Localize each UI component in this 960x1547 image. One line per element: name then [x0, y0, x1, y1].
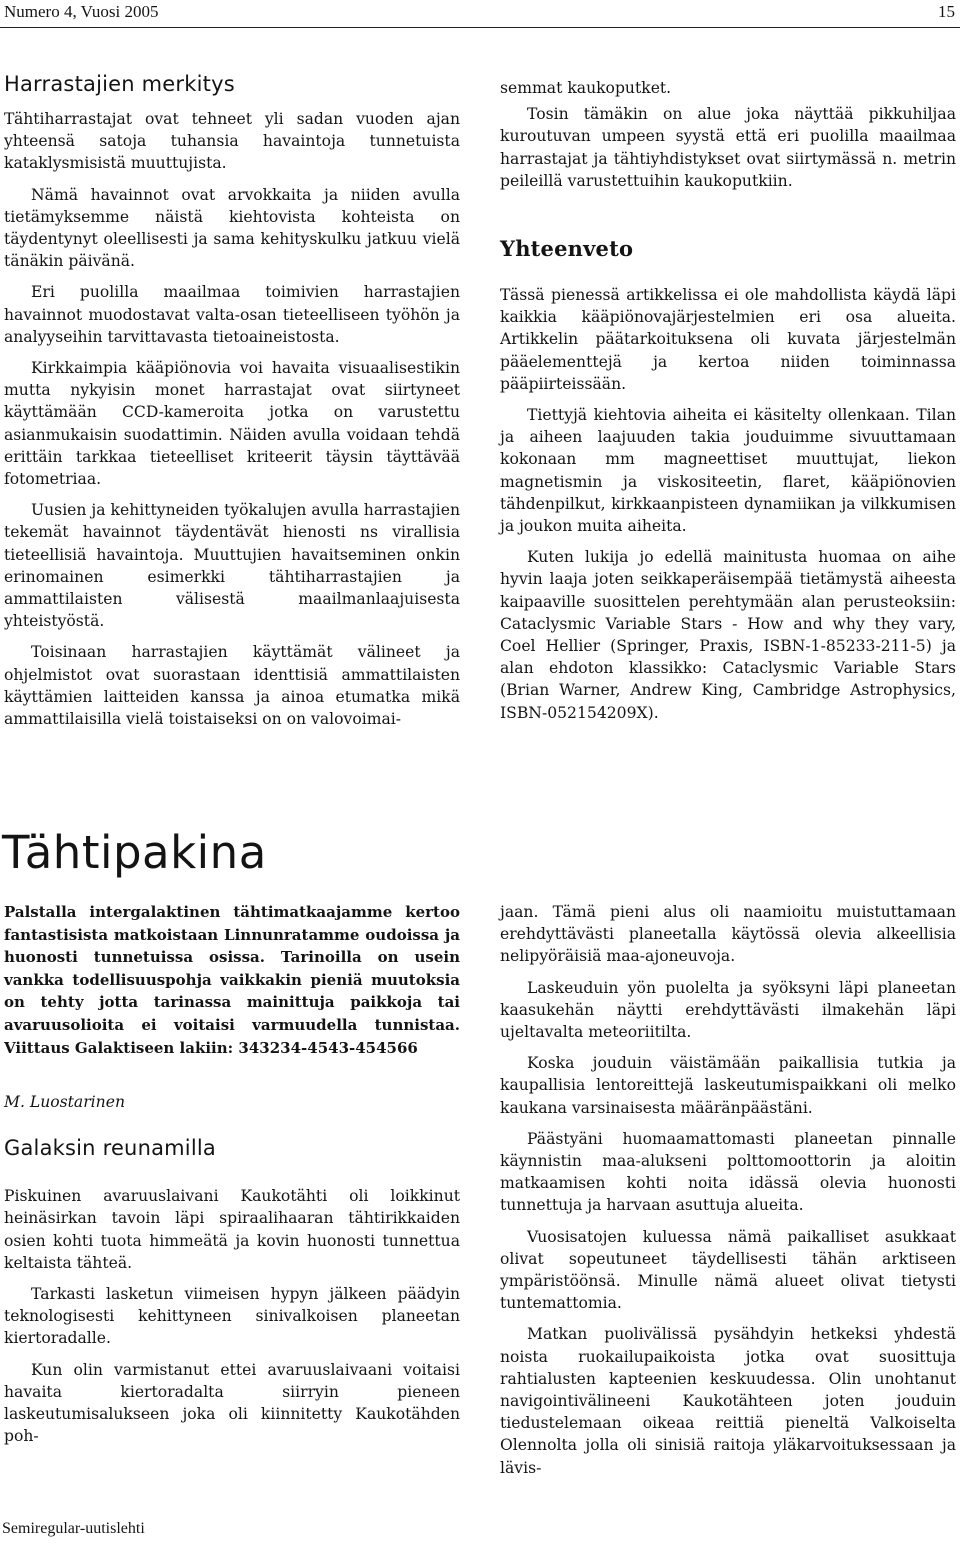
article1-paragraph: Eri puolilla maailmaa toimivien harrastajien havainnot muodostavat valta-osan tieteelliseen työhön ja analyyseihin tarvittavasta tietoaineistosta. — [4, 283, 460, 346]
article1-paragraph: Uusien ja kehittyneiden työkalujen avulla harrastajien tekemät havainnot täydentävät hienosti ns virallisia tieteellisiä havaintoja. Muuttujien havaitseminen onkin erinomainen esimerkki tähtiharrastajien ja ammattilaisten välisestä maailmanlaajuisesta yhteistyöstä. — [4, 501, 460, 631]
story-paragraph: Laskeuduin yön puolelta ja syöksyni läpi planeetan kaasukehän näytti erehdyttävästi ilmakehän läpi ujeltavalta meteoriitilta. — [500, 978, 956, 1042]
tahtipakina-left-column — [4, 901, 460, 1447]
article1-paragraph: semmat kaukoputket. — [500, 79, 672, 97]
article1-paragraph: Tähtiharrastajat ovat tehneet yli sadan vuoden ajan yhteensä satoja tuhansia havaintoja tunnetuista kataklysmisistä muuttujista. — [4, 110, 460, 173]
story-paragraph: Tarkasti lasketun viimeisen hypyn jälkeen päädyin teknologisesti kehittyneen sinivalkoisen planeetan kiertoradalle. — [4, 1284, 460, 1348]
publication-name: Semiregular-uutislehti — [2, 1520, 145, 1537]
section-title: Tähtipakina — [2, 826, 267, 879]
author-name: M. Luostarinen — [4, 1093, 125, 1112]
story-paragraph: Päästyäni huomaamattomasti planeetan pinnalle käynnistin maa-alukseni polttomoottorin ja aloitin matkaamisen kohti noita idässä olevia huonosti tunnettuja ja harvaan asuttuja alueita. — [500, 1129, 956, 1215]
header-divider — [0, 27, 960, 28]
story-paragraph: Vuosisatojen kuluessa nämä paikalliset asukkaat olivat sopeutuneet täydellisesti tähän arktiseen ympäristöönsä. Minulle nämä alueet olivat tietysti tuntemattomia. — [500, 1227, 956, 1313]
story-paragraph: Kun olin varmistanut ettei avaruuslaivaani voitaisi havaita kiertoradalta siirryin pieneen laskeutumisalukseen joka oli kiinnitetty Kaukotähden poh- — [4, 1360, 460, 1446]
summary-paragraph: Kuten lukija jo edellä mainitusta huomaa on aihe hyvin laaja joten seikkaperäisempää tietämystä aiheesta kaipaaville suosittelen perehtymään alan perusteoksiin: Cataclysmic Variable Stars - How and why they vary, Coel Hellier (Springer, Praxis, ISBN-1-85233-211-5) ja alan ehdoton klassikko: Cataclysmic Variable Stars (Brian Warner, Andrew King, Cambridge Astrophysics, ISBN-052154209X). — [500, 548, 956, 722]
article1-left-column — [4, 72, 460, 730]
article1-paragraph: Nämä havainnot ovat arvokkaita ja niiden avulla tietämyksemme näistä kiehtovista kohteista on täydentynyt oleellisesti ja sama kehityskulku jatkuu vielä tänäkin päivänä. — [4, 185, 460, 271]
tahtipakina-right-column — [500, 901, 956, 1479]
lead-paragraph: Palstalla intergalaktinen tähtimatkaajamme kertoo fantastisista matkoistaan Linnunratamme oudoissa ja huonosti tunnetuissa osissa. Tarinoilla on usein vankka todellisuuspohja vaikkakin pieniä muutoksia on tehty jotta tarinassa mainittuja paikkoja tai avaruusolioita ei voitaisi varmuudella tunnistaa. Viittaus Galaktiseen lakiin: 343234-4543-454566 — [4, 903, 460, 1057]
summary-heading: Yhteenveto — [500, 236, 634, 262]
summary-paragraph: Tässä pienessä artikkelissa ei ole mahdollista käydä läpi kaikkia kääpiönovajärjestelmien eri osa alueita. Artikkelin päätarkoituksena oli kuvata järjestelmän pääelementtejä ja kertoa niiden toiminnassa pääpiirteissään. — [500, 286, 956, 393]
story-heading: Galaksin reunamilla — [4, 1136, 216, 1161]
issue-label: Numero 4, Vuosi 2005 — [4, 2, 159, 21]
summary-paragraph: Tiettyjä kiehtovia aiheita ei käsitelty ollenkaan. Tilan ja aiheen laajuuden takia jouduimme sivuuttamaan kokonaan mm magneettiset muuttujat, liekon magnetismin ja viskositeetin, flaret, kääpiönovien tähdenpilkut, kirkkaanpisteen dynamiikan ja vilkkumisen ja joukon muita aiheita. — [500, 406, 956, 536]
article1-right-column — [500, 77, 956, 724]
story-paragraph: jaan. Tämä pieni alus oli naamioitu muistuttamaan erehdyttävästi planeetalla käytössä olevia alkeellisia nelipyöräisiä maa-ajoneuvoja. — [500, 903, 956, 966]
article1-paragraph: Toisinaan harrastajien käyttämät välineet ja ohjelmistot ovat suorastaan identtisiä ammattilaisten käyttämien laitteiden kanssa ja ainoa etumatka mikä ammattilaisilla vielä toistaiseksi on on valovoimai- — [4, 643, 460, 729]
article1-heading: Harrastajien merkitys — [4, 72, 235, 96]
story-paragraph: Koska jouduin väistämään paikallisia tutkia ja kaupallisia lentoreittejä laskeutumispaikkani oli melko kaukana varsinaisesta määränpäästäni. — [500, 1054, 956, 1117]
article1-paragraph: Tosin tämäkin on alue joka näyttää pikkuhiljaa kuroutuvan umpeen syystä että eri puolilla maailmaa harrastajat ja tähtiyhdistykset ovat siirtymässä n. metrin peileillä varustettuihin kaukoputkiin. — [500, 105, 956, 190]
page-number: 15 — [938, 2, 955, 21]
story-paragraph: Matkan puolivälissä pysähdyin hetkeksi yhdestä noista ruokailupaikoista jotka ovat suosittuja rahtialusten kapteenien keskuudessa. Olin unohtanut navigointivälineeni Kaukotähteen joten jouduin tiedustelemaan oikeaa reittiä pieneltä Valkoiselta Olennolta jolla oli sinisiä raitoja yläkarvoituksessaan ja lävis- — [500, 1325, 956, 1477]
story-paragraph: Piskuinen avaruuslaivani Kaukotähti oli loikkinut heinäsirkan tavoin läpi spiraalihaaran tähtirikkaiden osien kohti tuota himmeätä ja kovin huonosti tunnettua keltaista tähteä. — [4, 1187, 460, 1272]
article1-paragraph: Kirkkaimpia kääpiönovia voi havaita visuaalisestikin mutta nykyisin monet harrastajat ovat siirtyneet käyttämään CCD-kameroita jotka on varustettu asianmukaisin suodattimin. Näiden avulla voidaan tehdä erittäin tarkkaa tieteelliset kriteerit täysin täyttävää fotometriaa. — [4, 359, 460, 489]
